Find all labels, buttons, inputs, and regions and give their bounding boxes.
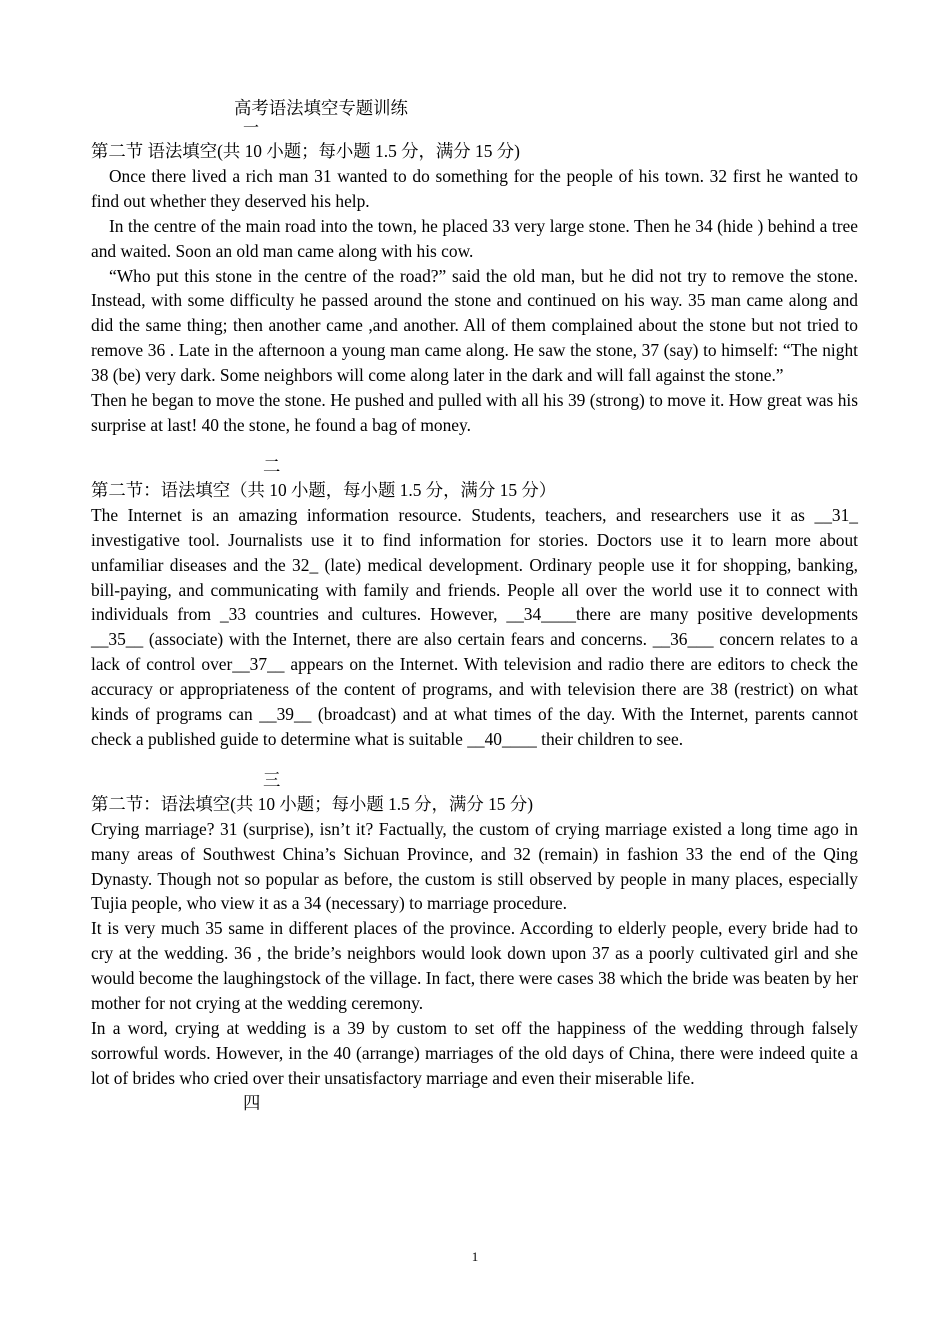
- part-number-1: 一: [243, 120, 260, 137]
- section-2-paragraph: The Internet is an amazing information resource. Students, teachers, and researchers use it as __31_ investigative tool. Journalists use it to find information for stories. Doctors use it to learn more about unfamiliar diseases and the 32_ (late) medical development. Ordinary people use it for shopping, banking, bill-paying, and communicating with family and friends. People all over the world use it to connect with individuals from _33 countries and cultures. However, __34____there are many positive developments __35__ (associate) with the Internet, there are also certain fears and concerns. __36___ concern relates to a lack of control over__37__ appears on the Internet. With television and radio there are editors to check the accuracy or appropriateness of the content of programs, and with television there are 38 (restrict) on what kinds of programs can __39__ (broadcast) and at what times of the day. With the Internet, parents cannot check a published guide to determine what is suitable __40____ their children to see.: [91, 504, 858, 749]
- section-3-paragraph: In a word, crying at wedding is a 39 by custom to set off the happiness of the wedding through falsely sorrowful words. However, in the 40 (arrange) marriages of the old days of China, there were indeed quite a lot of brides who cried over their unsatisfactory marriage and even their miserable life.: [91, 1018, 858, 1088]
- section-3-heading: 第二节：语法填空(共 10 小题；每小题 1.5 分，满分 15 分): [91, 793, 534, 814]
- section-1-paragraph: Then he began to move the stone. He pushed and pulled with all his 39 (strong) to move it. How great was his surprise at last! 40 the stone, he found a bag of money.: [91, 390, 858, 435]
- section-3-paragraph: It is very much 35 same in different places of the province. According to elderly people, every bride had to cry at the wedding. 36 , the bride’s neighbors would look down upon 37 as a poorly cultivated girl and she would become the laughingstock of the village. In fact, there were cases 38 which the bride was beaten by her mother for not crying at the wedding ceremony.: [91, 918, 858, 1014]
- section-2-heading: 第二节：语法填空（共 10 小题，每小题 1.5 分，满分 15 分）: [91, 479, 557, 500]
- section-1-paragraph: Once there lived a rich man 31 wanted to do something for the people of his town. 32 first he wanted to find out whether they deserved his help.: [91, 165, 858, 211]
- part-number-4: 四: [243, 1092, 261, 1113]
- page-number: 1: [471, 1249, 479, 1264]
- section-3-paragraph: Crying marriage? 31 (surprise), isn’t it? Factually, the custom of crying marriage existed a long time ago in many areas of Southwest China’s Sichuan Province, and 32 (remain) in fashion 33 the end of the Qing Dynasty. Though not so popular as before, the custom is still observed by people in many places, especially Tujia people, who view it as a 34 (necessary) to marriage procedure.: [91, 818, 858, 914]
- section-1-paragraph: In the centre of the main road into the town, he placed 33 very large stone. Then he 34 (hide ) behind a tree and waited. Soon an old man came along with his cow.: [91, 215, 858, 261]
- section-1-paragraph: “Who put this stone in the centre of the road?” said the old man, but he did not try to remove the stone. Instead, with some difficulty he passed around the stone and continued on his way. 35 man came along and did the same thing; then another came ,and another. All of them complained about the stone but not tried to remove 36 . Late in the afternoon a young man came along. He saw the stone, 37 (say) to himself: “The night 38 (be) very dark. Some neighbors will come along later in the dark and will fall against the stone.”: [91, 265, 858, 386]
- part-number-3: 三: [263, 769, 281, 790]
- part-number-2: 二: [263, 455, 281, 476]
- document-title: 高考语法填空专题训练: [234, 98, 408, 118]
- section-1-heading: 第二节 语法填空(共 10 小题；每小题 1.5 分，满分 15 分): [91, 141, 520, 161]
- document-page: [91, 96, 858, 1115]
